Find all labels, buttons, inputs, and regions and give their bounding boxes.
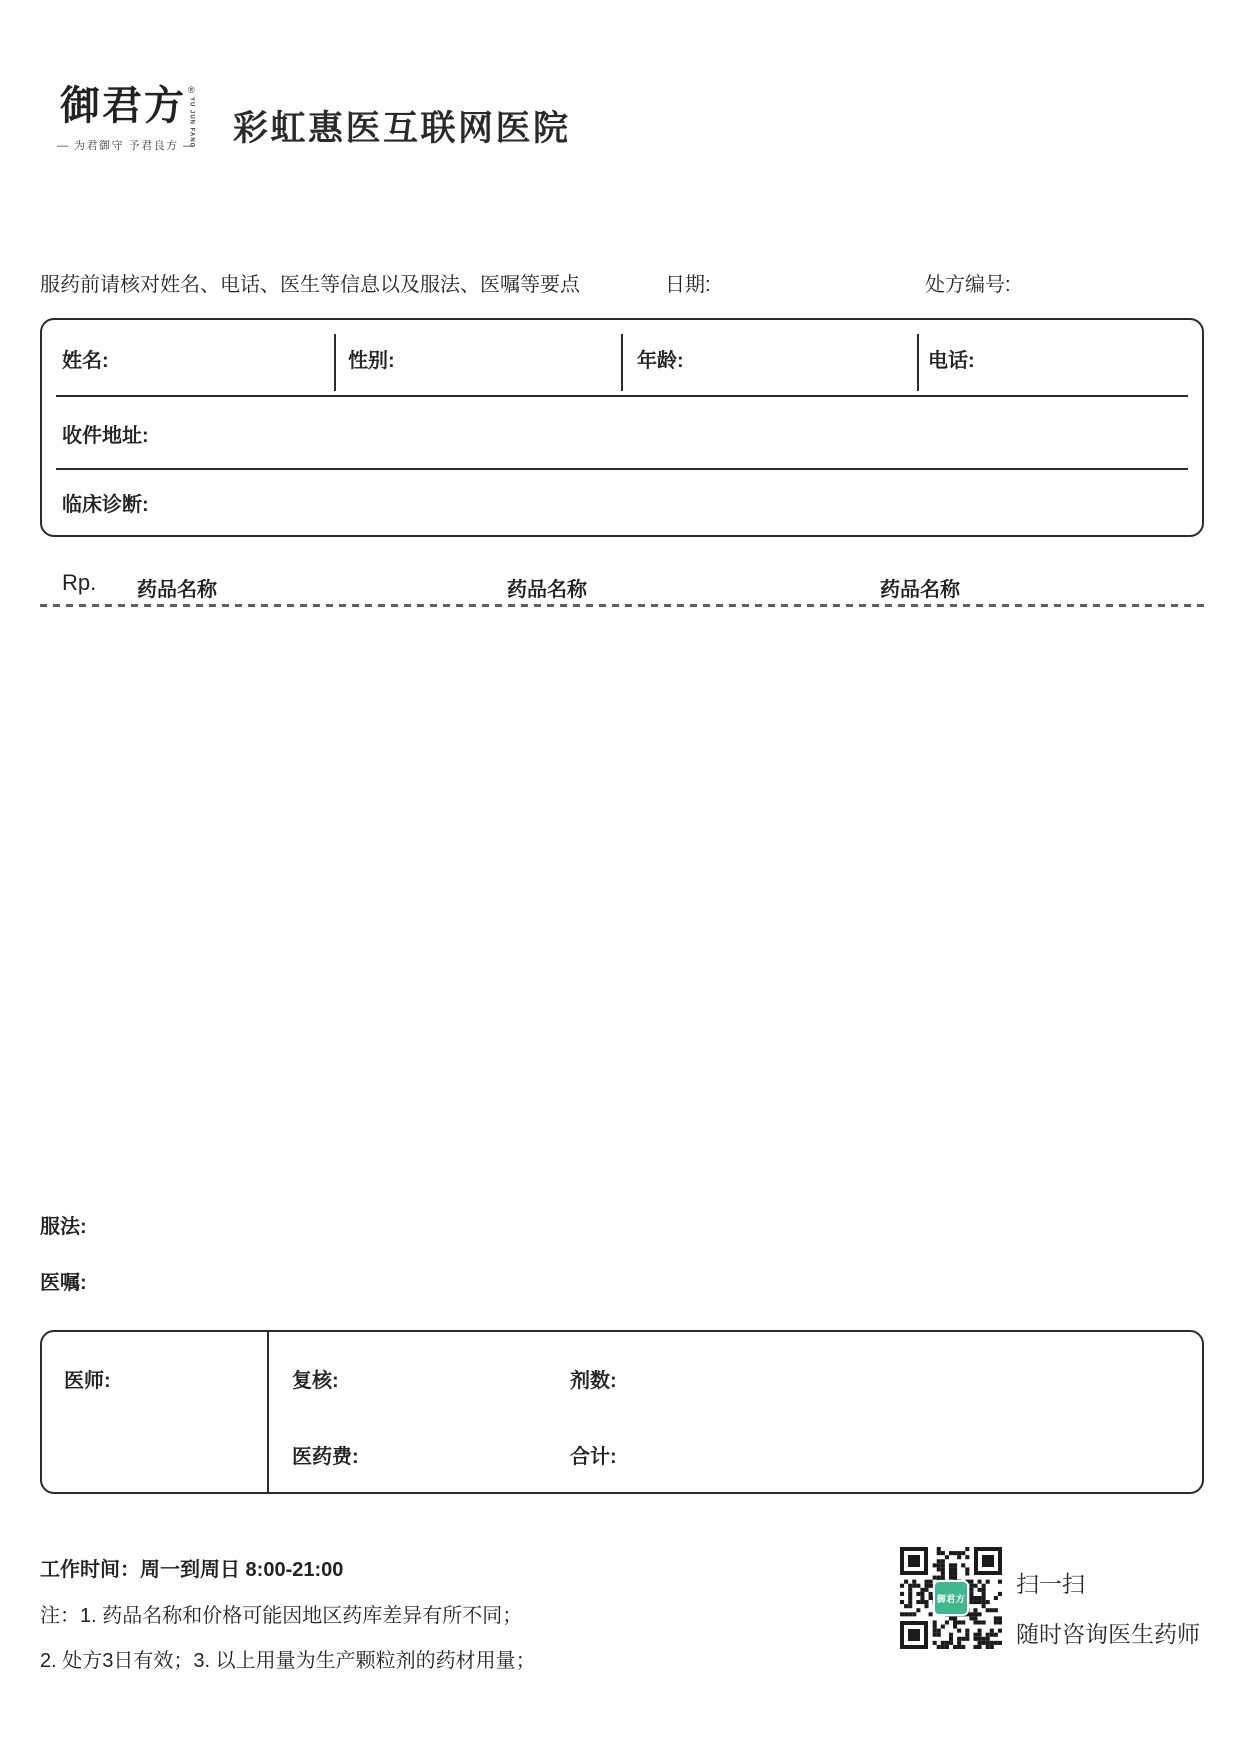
patient-phone-field xyxy=(919,320,1202,397)
brand-logo-text: 御君方 xyxy=(60,82,186,129)
rp-separator-dashed-line xyxy=(40,604,1204,607)
patient-row-diagnosis xyxy=(42,470,1202,535)
footer-note-2: 2. 处方3日有效；3. 以上用量为生产颗粒剂的药材用量； xyxy=(40,1650,536,1672)
patient-row-address xyxy=(42,397,1202,470)
doctor-label: 医师: xyxy=(64,1370,111,1392)
qr-caption-scan: 扫一扫 xyxy=(1016,1571,1085,1597)
rp-label: Rp. xyxy=(62,570,97,595)
advice-label: 医嘱: xyxy=(40,1272,87,1294)
date-label: 日期: xyxy=(665,274,711,296)
signoff-divider xyxy=(267,1332,269,1492)
patient-info-box xyxy=(40,318,1204,537)
usage-label: 服法: xyxy=(40,1216,87,1238)
patient-phone-label: 电话: xyxy=(928,350,975,372)
patient-age-label: 年龄: xyxy=(637,350,684,372)
footer-note-1: 注：1. 药品名称和价格可能因地区药库差异有所不同； xyxy=(40,1605,523,1627)
patient-gender-field xyxy=(336,320,623,397)
patient-name-label: 姓名: xyxy=(62,350,109,372)
drug-name-column-header: 药品名称 xyxy=(507,579,587,601)
brand-tagline: — 为君御守 予君良方 — xyxy=(57,140,196,152)
review-label: 复核: xyxy=(292,1370,339,1392)
hospital-name: 彩虹惠医互联网医院 xyxy=(233,109,571,148)
drug-name-column-header: 药品名称 xyxy=(880,579,960,601)
drug-name-column-header: 药品名称 xyxy=(137,579,217,601)
patient-age-field xyxy=(623,320,919,397)
patient-gender-label: 性别: xyxy=(348,350,395,372)
diagnosis-label: 临床诊断: xyxy=(62,494,149,516)
verification-notice: 服药前请核对姓名、电话、医生等信息以及服法、医嘱等要点 xyxy=(40,274,580,296)
signoff-box xyxy=(40,1330,1204,1494)
qr-center-logo xyxy=(933,1580,969,1616)
rx-number-label: 处方编号: xyxy=(925,274,1011,296)
registered-trademark-icon: ® xyxy=(188,85,195,95)
qr-code xyxy=(900,1547,1002,1649)
dose-count-label: 剂数: xyxy=(570,1370,617,1392)
qr-center-text: 御君方 xyxy=(936,1593,966,1604)
total-label: 合计: xyxy=(570,1446,617,1468)
medicine-fee-label: 医药费: xyxy=(292,1446,359,1468)
patient-name-field xyxy=(42,320,336,397)
address-label: 收件地址: xyxy=(62,425,149,447)
brand-logo-pinyin: YU JUN FANG xyxy=(188,97,195,149)
working-hours: 工作时间：周一到周日 8:00-21:00 xyxy=(40,1559,344,1581)
qr-caption-consult: 随时咨询医生药师 xyxy=(1016,1621,1200,1647)
patient-row-identity xyxy=(42,320,1202,397)
